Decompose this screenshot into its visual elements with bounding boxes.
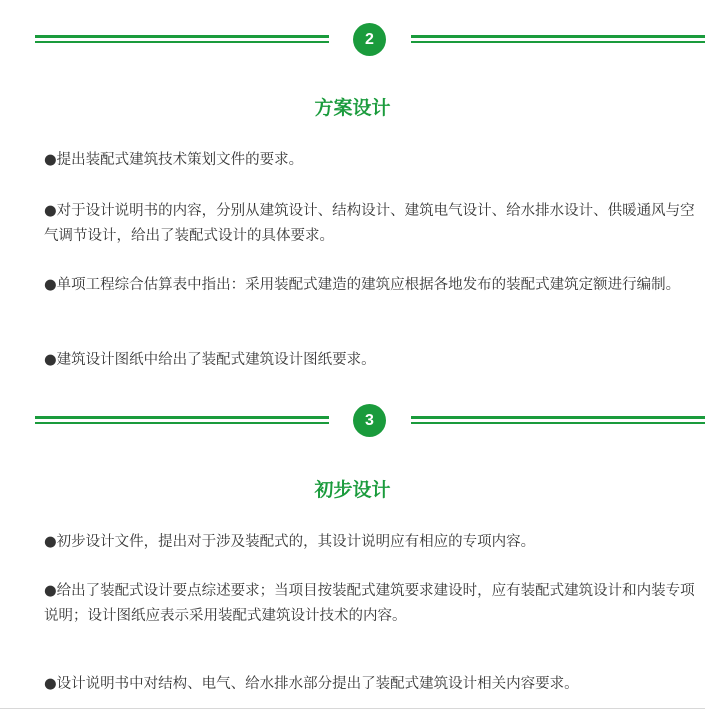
divider-line-left <box>35 416 329 425</box>
bullet-icon: ● <box>44 203 57 219</box>
list-item <box>44 148 698 173</box>
list-item <box>44 530 698 555</box>
section-divider-3 <box>35 404 705 438</box>
bullet-icon: ● <box>44 676 57 692</box>
divider-line-left <box>35 35 329 44</box>
section-number-badge: 3 <box>353 404 386 437</box>
list-item-text: 对于设计说明书的内容，分别从建筑设计、结构设计、建筑电气设计、给水排水设计、供暖通风与空气调节设计，给出了装配式设计的具体要求。 <box>44 203 695 244</box>
list-item <box>44 579 698 629</box>
list-item-text: 提出装配式建筑技术策划文件的要求。 <box>56 152 304 168</box>
section-title-preliminary-design: 初步设计 <box>314 479 391 501</box>
bullet-icon: ● <box>44 352 57 368</box>
page-bottom-border <box>0 708 705 709</box>
list-item-text: 单项工程综合估算表中指出：采用装配式建造的建筑应根据各地发布的装配式建筑定额进行编制。 <box>56 277 681 293</box>
section-title-scheme-design: 方案设计 <box>314 97 391 119</box>
divider-line-right <box>411 416 705 425</box>
list-item <box>44 199 698 249</box>
list-item <box>44 273 698 298</box>
bullet-icon: ● <box>44 152 57 168</box>
divider-line-right <box>411 35 705 44</box>
bullet-icon: ● <box>44 583 57 599</box>
section-divider-2 <box>35 23 705 57</box>
section-number-badge: 2 <box>353 23 386 56</box>
list-item-text: 设计说明书中对结构、电气、给水排水部分提出了装配式建筑设计相关内容要求。 <box>56 676 579 692</box>
list-item-text: 初步设计文件，提出对于涉及装配式的，其设计说明应有相应的专项内容。 <box>56 534 536 550</box>
list-item <box>44 672 698 697</box>
bullet-icon: ● <box>44 534 57 550</box>
bullet-icon: ● <box>44 277 57 293</box>
list-item-text: 给出了装配式设计要点综述要求；当项目按装配式建筑要求建设时，应有装配式建筑设计和内装专项说明；设计图纸应表示采用装配式建筑设计技术的内容。 <box>44 583 695 624</box>
list-item <box>44 348 698 373</box>
list-item-text: 建筑设计图纸中给出了装配式建筑设计图纸要求。 <box>56 352 376 368</box>
